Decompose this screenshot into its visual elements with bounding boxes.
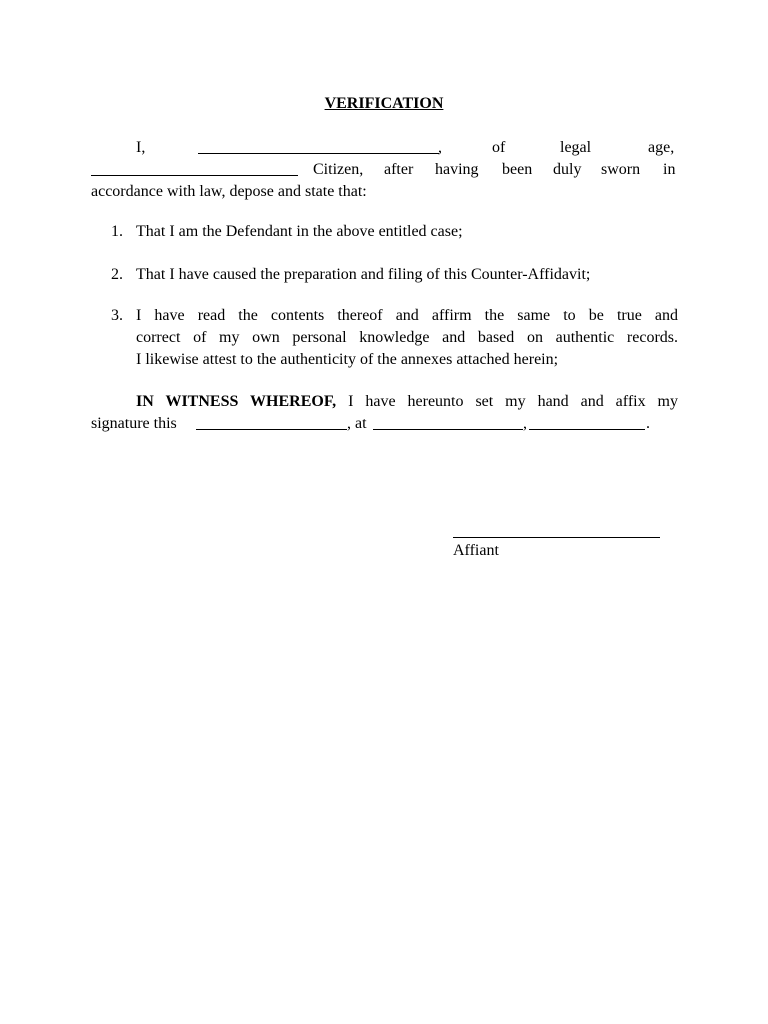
list-line: I likewise attest to the authenticity of the annexes attached herein; xyxy=(136,351,559,368)
place-comma: , xyxy=(523,415,527,432)
signature-line[interactable] xyxy=(453,537,660,538)
intro-citizen: Citizen, xyxy=(313,161,364,178)
intro-sworn: sworn xyxy=(601,161,641,178)
citizenship-blank[interactable] xyxy=(91,163,298,176)
intro-comma: , xyxy=(438,139,442,156)
list-number: 2. xyxy=(111,266,123,283)
list-line: I have read the contents thereof and affirm the same to be true and xyxy=(136,307,678,324)
list-line: correct of my own personal knowledge and based on authentic records. xyxy=(136,329,678,346)
list-line: That I am the Defendant in the above entitled case; xyxy=(136,223,463,240)
witness-rest: I have hereunto set my hand and affix my xyxy=(348,393,678,410)
list-number: 3. xyxy=(111,307,123,324)
list-text xyxy=(136,305,678,371)
list-number: 1. xyxy=(111,223,123,240)
intro-having: having xyxy=(435,161,479,178)
affiant-label: Affiant xyxy=(453,542,499,559)
list-line: That I have caused the preparation and filing of this Counter-Affidavit; xyxy=(136,266,591,283)
witness-bold-lead: IN WITNESS WHEREOF, xyxy=(136,393,337,410)
location-blank[interactable] xyxy=(529,417,645,430)
name-blank[interactable] xyxy=(198,141,439,154)
place-blank[interactable] xyxy=(373,417,523,430)
intro-age: age, xyxy=(648,139,675,156)
intro-line-1 xyxy=(91,137,678,159)
intro-pronoun: I, xyxy=(136,139,146,156)
witness-line-2 xyxy=(91,413,678,435)
intro-of: of xyxy=(492,139,506,156)
list-text xyxy=(136,264,678,286)
document-title: VERIFICATION xyxy=(324,95,444,112)
list-text xyxy=(136,221,678,243)
intro-legal: legal xyxy=(560,139,592,156)
intro-line-3: accordance with law, depose and state that: xyxy=(91,183,367,200)
at-label: , at xyxy=(347,415,367,432)
intro-line-2 xyxy=(91,159,678,181)
period: . xyxy=(646,415,650,432)
date-blank[interactable] xyxy=(196,417,347,430)
witness-line-1 xyxy=(91,391,678,413)
intro-in: in xyxy=(663,161,676,178)
intro-been: been xyxy=(502,161,533,178)
intro-after: after xyxy=(384,161,414,178)
intro-duly: duly xyxy=(553,161,582,178)
signature-this-label: signature this xyxy=(91,415,177,432)
